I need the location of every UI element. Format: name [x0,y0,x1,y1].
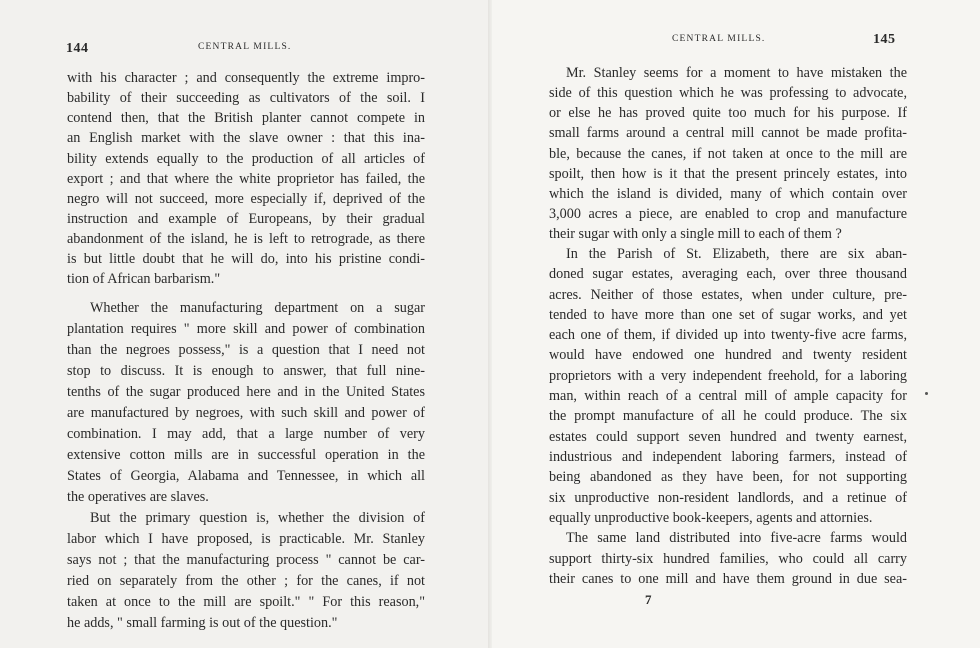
text-line: abandonment of the island, he is left to retrograde, as there [67,231,425,247]
text-line: being abandoned as they have been, for not supporting [549,469,907,485]
left-running-title: CENTRAL MILLS. [198,42,292,52]
text-line: instruction and example of Europeans, by their gradual [67,211,425,227]
right-running-title: CENTRAL MILLS. [672,34,766,44]
text-line: with his character ; and consequently the extreme impro- [67,70,425,86]
text-line: taken at once to the mill are spoilt." " For this reason," [67,594,425,610]
text-line: plantation requires " more skill and power of combination [67,321,425,337]
text-line: man, within reach of a central mill of ample capacity for [549,388,907,404]
text-line: side of this question which he was professing to advocate, [549,85,907,101]
text-line: The same land distributed into five-acre farms would [566,530,907,546]
text-line: six unproductive non-resident landlords, and a retinue of [549,490,907,506]
text-line: ried on separately from the other ; for the canes, if not [67,573,425,589]
text-line: the prompt manufacture of all he could produce. The six [549,408,907,424]
text-line: their sugar with only a single mill to each of them ? [549,226,842,242]
text-line: But the primary question is, whether the division of [90,510,425,526]
text-line: labor which I have proposed, is practicable. Mr. Stanley [67,531,425,547]
text-line: which the island is divided, many of which contain over [549,186,907,202]
left-page-number: 144 [66,41,89,56]
signature-mark: 7 [645,592,652,607]
text-line: tenths of the sugar produced here and in the United States [67,384,425,400]
text-line: States of Georgia, Alabama and Tennessee, in which all [67,468,425,484]
text-line: or else he has proved quite too much for his purpose. If [549,105,907,121]
text-line: industrious and independent laboring farmers, instead of [549,449,907,465]
text-line: acres. Neither of those estates, when under culture, pre- [549,287,907,303]
text-line: than the negroes possess," is a question that I need not [67,342,425,358]
text-line: estates could support seven hundred and twenty earnest, [549,429,907,445]
text-line: each one of them, if divided up into twenty-five acre farms, [549,327,907,343]
text-line: contend then, that the British planter cannot compete in [67,110,425,126]
text-line: bility extends equally to the production of all articles of [67,151,425,167]
text-line: equally unproductive book-keepers, agents and attornies. [549,510,873,526]
text-line: ble, because the canes, if not taken at once to the mill are [549,146,907,162]
text-line: proprietors with a very independent freehold, for a laboring [549,368,907,384]
text-line: are manufactured by negroes, with such skill and power of [67,405,425,421]
text-line: negro will not succeed, more especially if, deprived of the [67,191,425,207]
text-line: 3,000 acres a piece, are enabled to crop and manufacture [549,206,907,222]
text-line: their canes to one mill and have them ground in due sea- [549,571,907,587]
ink-speck [925,392,928,395]
text-line: Whether the manufacturing department on a sugar [90,300,425,316]
text-line: In the Parish of St. Elizabeth, there are six aban- [566,246,907,262]
text-line: stop to discuss. It is enough to answer, that full nine- [67,363,425,379]
text-line: bability of their succeeding as cultivators of the soil. I [67,90,425,106]
text-line: spoilt, then how is it that the present princely estates, into [549,166,907,182]
text-line: the operatives are slaves. [67,489,209,505]
text-line: says not ; that the manufacturing process " cannot be car- [67,552,425,568]
text-line: is but little doubt that he will do, into his pristine condi- [67,251,425,267]
text-line: small farms around a central mill cannot be made profita- [549,125,907,141]
text-line: export ; and that where the white proprietor has failed, the [67,171,425,187]
right-page-number: 145 [873,32,896,47]
text-line: tion of African barbarism." [67,271,221,287]
text-line: an English market with the slave owner : that this ina- [67,130,425,146]
text-line: support thirty-six hundred families, who could all carry [549,551,907,567]
text-line: he adds, " small farming is out of the question." [67,615,338,631]
text-line: would have endowed one hundred and twenty resident [549,347,907,363]
text-line: combination. I may add, that a large number of very [67,426,425,442]
book-gutter [488,0,492,648]
text-line: Mr. Stanley seems for a moment to have mistaken the [566,65,907,81]
text-line: extensive cotton mills are in successful operation in the [67,447,425,463]
text-line: doned sugar estates, averaging each, over three thousand [549,266,907,282]
text-line: tended to have more than one set of sugar works, and yet [549,307,907,323]
